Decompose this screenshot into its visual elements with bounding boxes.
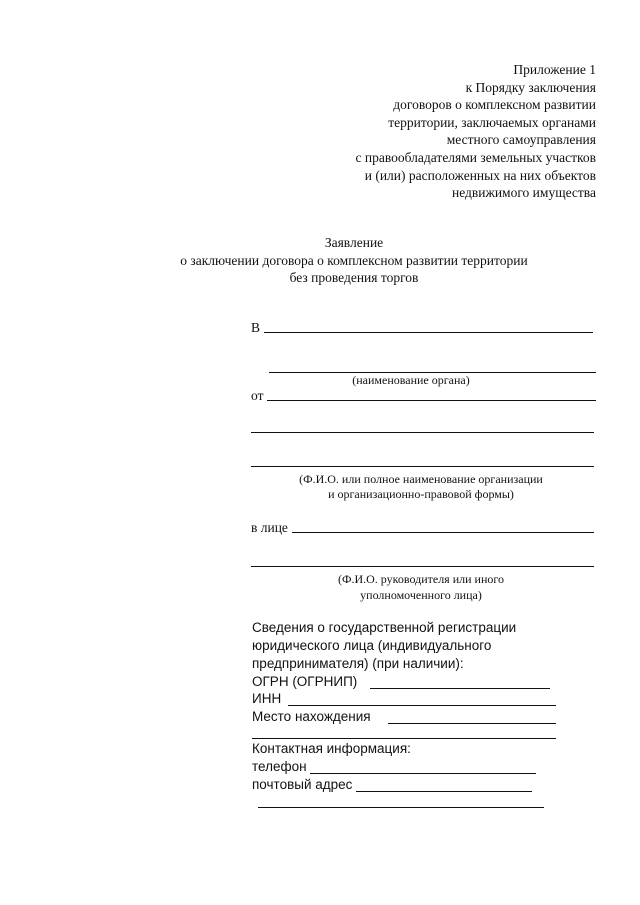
ogrn-field[interactable] xyxy=(370,687,550,689)
representative-field-1[interactable] xyxy=(292,531,594,533)
inn-label: ИНН xyxy=(252,691,282,706)
appendix-header xyxy=(356,61,596,202)
registration-line-2: юридического лица (индивидуального xyxy=(252,638,492,653)
phone-field[interactable] xyxy=(310,772,536,774)
inn-field[interactable] xyxy=(288,704,556,706)
postal-field-1[interactable] xyxy=(356,790,532,792)
appendix-line-6: с правообладателями земельных участков xyxy=(355,149,596,165)
head-caption-2: уполномоченного лица) xyxy=(360,588,482,602)
location-label: Место нахождения xyxy=(252,709,371,724)
to-row xyxy=(251,320,593,336)
applicant-caption-2: и организационно-правовой формы) xyxy=(328,487,514,501)
title-line-3: без проведения торгов xyxy=(289,270,419,285)
appendix-line-3: договоров о комплексном развитии xyxy=(393,97,596,113)
appendix-line-1: Приложение 1 xyxy=(513,62,596,77)
registration-line-3: предпринимателя) (при наличии): xyxy=(252,656,464,671)
title-line-1: Заявление xyxy=(324,235,384,250)
postal-label: почтовый адрес xyxy=(252,777,353,792)
organ-name-field[interactable] xyxy=(264,331,593,333)
representative-field-2[interactable] xyxy=(251,565,594,567)
to-label: В xyxy=(251,320,261,335)
title-line-2: о заключении договора о комплексном развитии территории xyxy=(180,252,528,268)
from-row xyxy=(251,388,596,404)
head-caption-1: (Ф.И.О. руководителя или иного xyxy=(337,572,504,586)
document-title xyxy=(0,234,640,287)
registration-line-1: Сведения о государственной регистрации xyxy=(252,620,517,635)
location-field-1[interactable] xyxy=(388,722,556,724)
phone-label: телефон xyxy=(252,759,307,774)
applicant-row-3 xyxy=(251,456,594,470)
postal-field-2[interactable] xyxy=(258,806,544,808)
location-field-2[interactable] xyxy=(252,737,556,739)
applicant-row-2 xyxy=(251,422,594,436)
represented-row xyxy=(251,520,594,536)
applicant-field-1[interactable] xyxy=(267,399,596,401)
from-label: от xyxy=(251,388,264,403)
appendix-line-2: к Порядку заключения xyxy=(465,79,596,95)
appendix-line-7: и (или) расположенных на них объектов xyxy=(364,167,596,183)
applicant-field-2[interactable] xyxy=(251,431,594,433)
appendix-line-8: недвижимого имущества xyxy=(452,185,596,201)
appendix-line-5: местного самоуправления xyxy=(446,132,596,148)
applicant-caption-1: (Ф.И.О. или полное наименование организации xyxy=(299,472,543,486)
appendix-line-4: территории, заключаемых органами xyxy=(388,114,596,130)
applicant-field-3[interactable] xyxy=(251,465,594,467)
contacts-heading: Контактная информация: xyxy=(252,741,411,756)
represented-label: в лице xyxy=(251,520,288,535)
representative-row-2 xyxy=(251,556,594,570)
ogrn-label: ОГРН (ОГРНИП) xyxy=(252,674,358,689)
organ-caption: (наименование органа) xyxy=(352,373,470,387)
